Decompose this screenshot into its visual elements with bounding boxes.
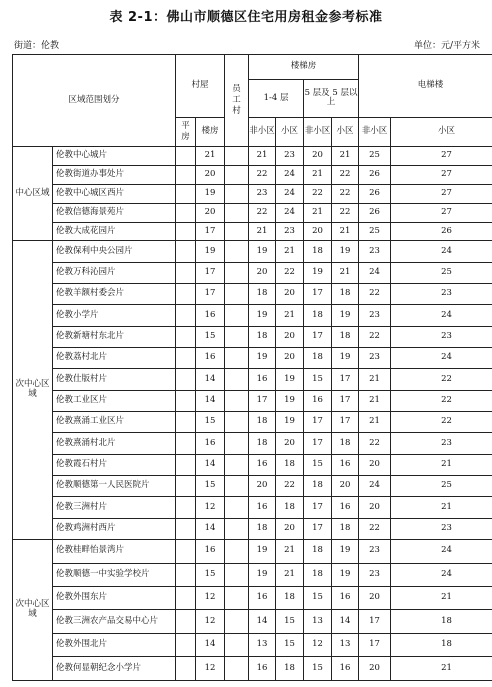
table-row — [13, 165, 492, 184]
district-name: 伦教顺德第一人民医院片 — [53, 476, 176, 497]
rent-cell — [176, 587, 196, 610]
rent-cell: 14 — [196, 518, 225, 539]
rent-cell: 18 — [249, 284, 276, 305]
rent-cell: 23 — [391, 433, 492, 454]
district-name: 伦教仕版村片 — [53, 369, 176, 390]
rent-cell: 18 — [276, 587, 304, 610]
rent-cell — [176, 563, 196, 586]
rent-table — [12, 54, 492, 681]
rent-cell: 23 — [359, 563, 391, 586]
table-row — [13, 203, 492, 222]
rent-cell: 17 — [332, 390, 359, 411]
rent-cell: 16 — [249, 369, 276, 390]
rent-cell: 20 — [249, 262, 276, 283]
district-name: 伦教桂畔怡景湾片 — [53, 540, 176, 563]
rent-cell: 18 — [304, 305, 332, 326]
rent-cell: 19 — [196, 241, 225, 262]
rent-cell: 17 — [249, 390, 276, 411]
header-estate: 小区 — [276, 117, 304, 146]
rent-cell: 15 — [276, 633, 304, 656]
rent-cell: 22 — [359, 518, 391, 539]
district-name: 伦教霞石村片 — [53, 454, 176, 475]
table-row — [13, 540, 492, 563]
rent-cell: 18 — [304, 540, 332, 563]
rent-cell: 22 — [359, 284, 391, 305]
rent-cell: 20 — [276, 433, 304, 454]
rent-cell — [225, 454, 249, 475]
rent-cell: 25 — [359, 222, 391, 241]
rent-cell — [176, 203, 196, 222]
rent-cell: 16 — [196, 305, 225, 326]
rent-cell: 17 — [359, 610, 391, 633]
rent-cell — [225, 203, 249, 222]
rent-cell — [176, 433, 196, 454]
rent-cell: 21 — [276, 540, 304, 563]
rent-cell: 27 — [391, 203, 492, 222]
rent-cell: 20 — [276, 518, 304, 539]
table-row — [13, 305, 492, 326]
rent-cell: 21 — [196, 147, 225, 166]
rent-cell: 17 — [304, 326, 332, 347]
rent-cell: 23 — [391, 518, 492, 539]
district-name: 伦教保利中央公园片 — [53, 241, 176, 262]
table-row — [13, 326, 492, 347]
rent-cell — [225, 540, 249, 563]
rent-cell: 16 — [249, 497, 276, 518]
district-name: 伦教小学片 — [53, 305, 176, 326]
rent-cell: 14 — [332, 610, 359, 633]
rent-cell: 22 — [359, 326, 391, 347]
rent-cell: 23 — [359, 305, 391, 326]
rent-cell: 15 — [304, 587, 332, 610]
rent-cell — [176, 222, 196, 241]
rent-cell: 24 — [359, 262, 391, 283]
table-row — [13, 412, 492, 433]
rent-cell: 21 — [391, 657, 492, 681]
rent-cell — [176, 284, 196, 305]
header-floors-5-plus: 5 层及 5 层以上 — [304, 80, 359, 118]
rent-cell: 16 — [249, 657, 276, 681]
rent-cell: 18 — [332, 326, 359, 347]
rent-cell: 22 — [249, 203, 276, 222]
rent-cell: 16 — [332, 454, 359, 475]
rent-cell: 15 — [196, 476, 225, 497]
header-row — [13, 55, 492, 80]
header-non-estate: 非小区 — [359, 117, 391, 146]
rent-cell — [176, 262, 196, 283]
rent-cell: 19 — [249, 563, 276, 586]
rent-cell: 21 — [276, 241, 304, 262]
district-name: 伦教街道办事处片 — [53, 165, 176, 184]
rent-cell — [176, 412, 196, 433]
rent-cell: 23 — [359, 348, 391, 369]
rent-cell — [225, 497, 249, 518]
street-label: 街道：伦教 — [14, 41, 60, 51]
table-row — [13, 610, 492, 633]
table-row — [13, 369, 492, 390]
table-row — [13, 433, 492, 454]
rent-cell: 16 — [196, 348, 225, 369]
rent-cell: 26 — [359, 184, 391, 203]
rent-cell: 18 — [249, 326, 276, 347]
rent-cell: 25 — [359, 147, 391, 166]
rent-cell: 20 — [276, 284, 304, 305]
rent-cell: 24 — [276, 165, 304, 184]
rent-cell: 20 — [249, 476, 276, 497]
rent-cell — [176, 657, 196, 681]
table-row — [13, 657, 492, 681]
rent-cell: 18 — [332, 433, 359, 454]
rent-cell: 25 — [391, 476, 492, 497]
rent-cell: 19 — [332, 348, 359, 369]
rent-cell: 19 — [304, 262, 332, 283]
header-stair: 楼梯房 — [249, 55, 359, 80]
rent-cell: 20 — [304, 147, 332, 166]
rent-cell: 17 — [304, 497, 332, 518]
rent-cell: 22 — [332, 203, 359, 222]
rent-cell — [176, 241, 196, 262]
rent-cell: 18 — [249, 433, 276, 454]
rent-cell: 24 — [276, 184, 304, 203]
rent-cell: 16 — [332, 657, 359, 681]
rent-cell — [176, 147, 196, 166]
rent-cell: 12 — [196, 657, 225, 681]
rent-cell: 18 — [249, 518, 276, 539]
rent-cell — [225, 241, 249, 262]
rent-cell: 22 — [304, 184, 332, 203]
rent-cell: 18 — [304, 563, 332, 586]
rent-cell: 15 — [196, 563, 225, 586]
rent-cell — [225, 610, 249, 633]
district-name: 伦教万科沁园片 — [53, 262, 176, 283]
rent-cell — [176, 184, 196, 203]
rent-cell: 22 — [332, 165, 359, 184]
rent-cell — [176, 326, 196, 347]
rent-cell: 20 — [276, 326, 304, 347]
rent-cell: 19 — [332, 305, 359, 326]
rent-cell — [176, 348, 196, 369]
rent-cell — [225, 563, 249, 586]
rent-cell — [225, 433, 249, 454]
rent-cell — [225, 222, 249, 241]
table-row — [13, 497, 492, 518]
rent-cell — [176, 518, 196, 539]
rent-cell: 24 — [391, 540, 492, 563]
rent-cell: 12 — [196, 497, 225, 518]
rent-cell: 26 — [391, 222, 492, 241]
rent-cell: 15 — [276, 610, 304, 633]
rent-cell — [225, 518, 249, 539]
district-name: 伦教外围北片 — [53, 633, 176, 656]
rent-cell: 19 — [332, 241, 359, 262]
rent-cell: 19 — [332, 563, 359, 586]
rent-cell: 19 — [249, 241, 276, 262]
rent-cell — [225, 587, 249, 610]
table-row — [13, 348, 492, 369]
unit-label: 单位：元/平方米 — [413, 41, 480, 51]
rent-cell: 13 — [249, 633, 276, 656]
rent-cell: 14 — [196, 369, 225, 390]
rent-cell: 21 — [359, 369, 391, 390]
header-non-estate: 非小区 — [249, 117, 276, 146]
rent-cell: 22 — [332, 184, 359, 203]
rent-cell: 20 — [359, 454, 391, 475]
rent-cell: 19 — [249, 348, 276, 369]
rent-cell: 16 — [304, 390, 332, 411]
table-row — [13, 262, 492, 283]
rent-cell: 22 — [276, 262, 304, 283]
rent-cell: 27 — [391, 165, 492, 184]
rent-cell: 16 — [196, 433, 225, 454]
rent-cell: 23 — [249, 184, 276, 203]
rent-cell: 17 — [359, 633, 391, 656]
header-building: 楼房 — [196, 117, 225, 146]
rent-cell: 14 — [196, 390, 225, 411]
rent-cell: 26 — [359, 203, 391, 222]
header-estate: 小区 — [391, 117, 492, 146]
rent-cell: 18 — [332, 284, 359, 305]
header-estate: 小区 — [332, 117, 359, 146]
rent-cell: 17 — [304, 433, 332, 454]
header-bungalow: 平房 — [176, 117, 196, 146]
district-name: 伦教新塘村东北片 — [53, 326, 176, 347]
rent-cell: 18 — [276, 497, 304, 518]
rent-cell: 21 — [304, 165, 332, 184]
rent-cell: 18 — [276, 454, 304, 475]
rent-cell: 22 — [391, 390, 492, 411]
rent-cell: 22 — [276, 476, 304, 497]
rent-cell: 17 — [304, 518, 332, 539]
rent-cell: 21 — [249, 222, 276, 241]
rent-cell — [176, 540, 196, 563]
rent-cell — [176, 390, 196, 411]
rent-cell: 13 — [304, 610, 332, 633]
rent-cell — [176, 610, 196, 633]
table-row — [13, 633, 492, 656]
rent-cell — [225, 412, 249, 433]
rent-cell: 20 — [276, 348, 304, 369]
rent-cell: 21 — [249, 147, 276, 166]
rent-cell: 15 — [304, 657, 332, 681]
rent-cell — [225, 262, 249, 283]
rent-cell: 14 — [249, 610, 276, 633]
rent-cell: 18 — [391, 610, 492, 633]
rent-cell: 17 — [196, 262, 225, 283]
rent-cell: 23 — [359, 540, 391, 563]
rent-cell — [225, 305, 249, 326]
district-name: 伦教工业区片 — [53, 390, 176, 411]
rent-cell — [176, 497, 196, 518]
rent-cell: 18 — [304, 476, 332, 497]
rent-cell — [225, 147, 249, 166]
table-row — [13, 222, 492, 241]
rent-cell: 21 — [391, 454, 492, 475]
rent-cell: 13 — [332, 633, 359, 656]
rent-cell — [225, 348, 249, 369]
district-name: 伦教大成花园片 — [53, 222, 176, 241]
rent-cell — [225, 633, 249, 656]
rent-cell: 18 — [304, 348, 332, 369]
rent-cell: 17 — [304, 412, 332, 433]
district-name: 伦教鸡洲村西片 — [53, 518, 176, 539]
table-row — [13, 147, 492, 166]
district-name: 伦教中心城片 — [53, 147, 176, 166]
rent-cell — [225, 390, 249, 411]
header-region: 区域范围划分 — [13, 55, 176, 147]
table-row — [13, 476, 492, 497]
rent-cell: 18 — [249, 412, 276, 433]
rent-cell: 23 — [391, 326, 492, 347]
district-name: 伦教顺德一中实验学校片 — [53, 563, 176, 586]
rent-cell: 24 — [359, 476, 391, 497]
rent-cell: 15 — [304, 369, 332, 390]
rent-cell: 26 — [359, 165, 391, 184]
district-name: 伦教三洲农产品交易中心片 — [53, 610, 176, 633]
header-non-estate: 非小区 — [304, 117, 332, 146]
rent-cell: 16 — [332, 497, 359, 518]
district-name: 伦教三洲村片 — [53, 497, 176, 518]
rent-cell: 16 — [196, 540, 225, 563]
district-name: 伦教中心城区西片 — [53, 184, 176, 203]
rent-cell — [225, 476, 249, 497]
rent-cell: 16 — [332, 587, 359, 610]
rent-cell: 23 — [276, 147, 304, 166]
area-cell: 中心区域 — [13, 147, 53, 241]
rent-cell: 14 — [196, 454, 225, 475]
rent-cell — [176, 369, 196, 390]
rent-cell — [225, 657, 249, 681]
rent-cell: 17 — [332, 369, 359, 390]
rent-cell: 19 — [196, 184, 225, 203]
rent-cell — [225, 165, 249, 184]
rent-cell: 22 — [359, 433, 391, 454]
rent-cell — [176, 633, 196, 656]
rent-cell: 21 — [359, 412, 391, 433]
rent-cell: 24 — [391, 348, 492, 369]
rent-cell: 19 — [249, 305, 276, 326]
area-cell: 次中心区域 — [13, 540, 53, 681]
rent-cell: 12 — [304, 633, 332, 656]
rent-cell: 24 — [391, 305, 492, 326]
area-cell: 次中心区域 — [13, 241, 53, 540]
rent-cell: 20 — [332, 476, 359, 497]
rent-cell: 15 — [196, 412, 225, 433]
rent-cell: 16 — [249, 454, 276, 475]
rent-cell: 15 — [196, 326, 225, 347]
table-row — [13, 454, 492, 475]
district-name: 伦教熹涌工业区片 — [53, 412, 176, 433]
rent-cell: 12 — [196, 610, 225, 633]
district-name: 伦教羊额村委会片 — [53, 284, 176, 305]
rent-cell: 20 — [196, 203, 225, 222]
rent-cell — [225, 326, 249, 347]
table-row — [13, 390, 492, 411]
header-village: 村屋 — [176, 55, 225, 118]
rent-cell: 18 — [332, 518, 359, 539]
header-staff-village: 员工村 — [225, 55, 249, 147]
rent-cell: 19 — [276, 390, 304, 411]
rent-cell: 20 — [359, 497, 391, 518]
rent-cell: 24 — [391, 241, 492, 262]
rent-cell — [176, 454, 196, 475]
rent-cell: 22 — [391, 369, 492, 390]
rent-cell: 18 — [391, 633, 492, 656]
header-elevator: 电梯楼 — [359, 55, 492, 118]
table-row — [13, 518, 492, 539]
rent-cell — [225, 184, 249, 203]
rent-cell: 27 — [391, 147, 492, 166]
rent-cell: 24 — [276, 203, 304, 222]
rent-cell: 20 — [304, 222, 332, 241]
table-row — [13, 241, 492, 262]
table-row — [13, 587, 492, 610]
rent-cell: 27 — [391, 184, 492, 203]
rent-cell: 23 — [359, 241, 391, 262]
rent-cell: 25 — [391, 262, 492, 283]
table-row — [13, 184, 492, 203]
rent-cell — [176, 305, 196, 326]
header-floors-1-4: 1-4 层 — [249, 80, 304, 118]
rent-cell: 21 — [276, 563, 304, 586]
rent-cell: 17 — [332, 412, 359, 433]
rent-cell: 19 — [276, 412, 304, 433]
district-name: 伦教荔村北片 — [53, 348, 176, 369]
rent-cell: 12 — [196, 587, 225, 610]
rent-cell: 14 — [196, 633, 225, 656]
page-title: 表 2-1：佛山市顺德区住宅用房租金参考标准 — [109, 10, 383, 25]
rent-cell: 23 — [276, 222, 304, 241]
rent-cell: 21 — [332, 262, 359, 283]
rent-cell — [225, 369, 249, 390]
rent-cell: 20 — [359, 657, 391, 681]
table-row — [13, 284, 492, 305]
rent-cell: 24 — [391, 563, 492, 586]
rent-cell — [225, 284, 249, 305]
district-name: 伦教熹涌村北片 — [53, 433, 176, 454]
rent-cell: 16 — [249, 587, 276, 610]
rent-cell: 15 — [304, 454, 332, 475]
rent-cell: 21 — [359, 390, 391, 411]
rent-cell: 19 — [249, 540, 276, 563]
rent-cell: 21 — [332, 222, 359, 241]
rent-cell: 21 — [391, 587, 492, 610]
district-name: 伦教何显朝纪念小学片 — [53, 657, 176, 681]
rent-cell: 23 — [391, 284, 492, 305]
rent-cell: 17 — [196, 222, 225, 241]
rent-cell: 22 — [249, 165, 276, 184]
rent-cell: 21 — [332, 147, 359, 166]
district-name: 伦教外围东片 — [53, 587, 176, 610]
rent-cell: 21 — [391, 497, 492, 518]
district-name: 伦教信德海景苑片 — [53, 203, 176, 222]
rent-cell: 21 — [304, 203, 332, 222]
rent-cell: 20 — [196, 165, 225, 184]
rent-cell — [176, 476, 196, 497]
rent-cell: 20 — [359, 587, 391, 610]
rent-cell: 22 — [391, 412, 492, 433]
table-row — [13, 563, 492, 586]
rent-cell: 18 — [276, 657, 304, 681]
rent-cell: 17 — [304, 284, 332, 305]
rent-cell: 19 — [276, 369, 304, 390]
rent-cell: 18 — [304, 241, 332, 262]
rent-cell: 21 — [276, 305, 304, 326]
rent-cell: 17 — [196, 284, 225, 305]
rent-cell: 19 — [332, 540, 359, 563]
rent-cell — [176, 165, 196, 184]
